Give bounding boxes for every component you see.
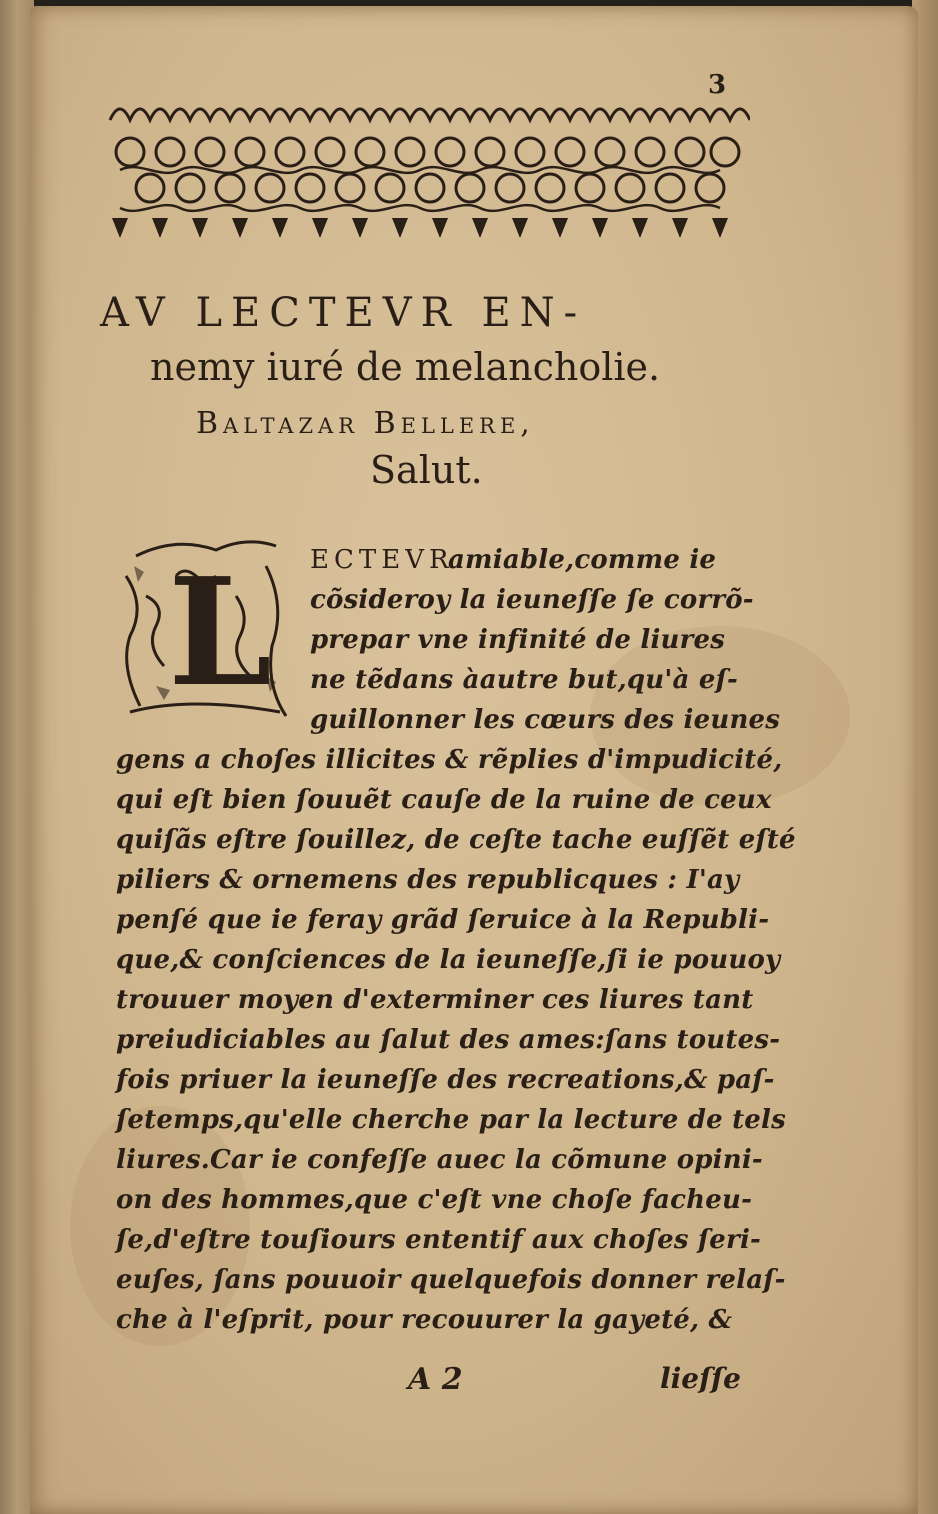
woodcut-initial xyxy=(116,536,292,726)
body-line: fois priuer la ieuneſſe des recreations,& paſ- xyxy=(116,1065,775,1095)
body-line: piliers & ornemens des republicques : I'ay xyxy=(116,865,740,895)
body-line: on des hommes,que c'eſt vne choſe facheu- xyxy=(116,1185,753,1215)
opening-small-caps: ECTEVR xyxy=(310,545,454,575)
body-line: ſe,d'eſtre touſiours ententif aux choſes ſeri- xyxy=(116,1225,762,1255)
body-line: amiable,comme ie xyxy=(448,545,717,575)
headpiece-bottom-row xyxy=(112,218,728,238)
body-line: qui eſt bien ſouuẽt cauſe de la ruine de ceux xyxy=(116,785,772,815)
folio-number: 3 xyxy=(708,70,727,100)
headpiece-top-row xyxy=(110,109,750,120)
body-line: gens a choſes illicites & rẽplies d'impudicité, xyxy=(116,745,783,775)
body-line: quiſãs eſtre ſouillez, de ceſte tache euſſẽt eſté xyxy=(116,825,796,855)
body-line: liures.Car ie confeſſe auec la cõmune opini- xyxy=(116,1145,763,1175)
ornamental-headpiece xyxy=(100,90,750,250)
title-line-1: AV LECTEVR EN- xyxy=(100,290,587,336)
salutation: Salut. xyxy=(370,448,483,492)
body-line: prepar vne infinité de liures xyxy=(310,625,726,655)
body-line: ne tẽdans àautre but,qu'à eſ- xyxy=(310,665,738,695)
body-line: preiudiciables au ſalut des ames:ſans toutes- xyxy=(116,1025,781,1055)
catchword: lieſſe xyxy=(660,1362,741,1395)
body-line: euſes, ſans pouuoir quelquefois donner relaſ- xyxy=(116,1265,786,1295)
author-name: Baltazar Bellere, xyxy=(196,406,535,441)
body-line: cõsideroy la ieuneſſe ſe corrõ- xyxy=(310,585,754,615)
body-line: ſetemps,qu'elle cherche par la lecture de tels xyxy=(116,1105,786,1135)
title-line-2: nemy iuré de melancholie. xyxy=(150,345,661,389)
initial-letter: L xyxy=(168,545,273,719)
body-line: trouuer moyen d'exterminer ces liures tant xyxy=(116,985,754,1015)
body-line: che à l'eſprit, pour recouurer la gayeté, & xyxy=(116,1305,733,1335)
body-line: penſé que ie feray grãd ſeruice à la Republi- xyxy=(116,905,770,935)
binding-left-edge xyxy=(0,0,34,1514)
body-line: guillonner les cœurs des ieunes xyxy=(310,705,781,735)
body-line: que,& conſciences de la ieuneſſe,ſi ie pouuoy xyxy=(116,945,781,975)
signature-mark: A 2 xyxy=(408,1362,463,1397)
